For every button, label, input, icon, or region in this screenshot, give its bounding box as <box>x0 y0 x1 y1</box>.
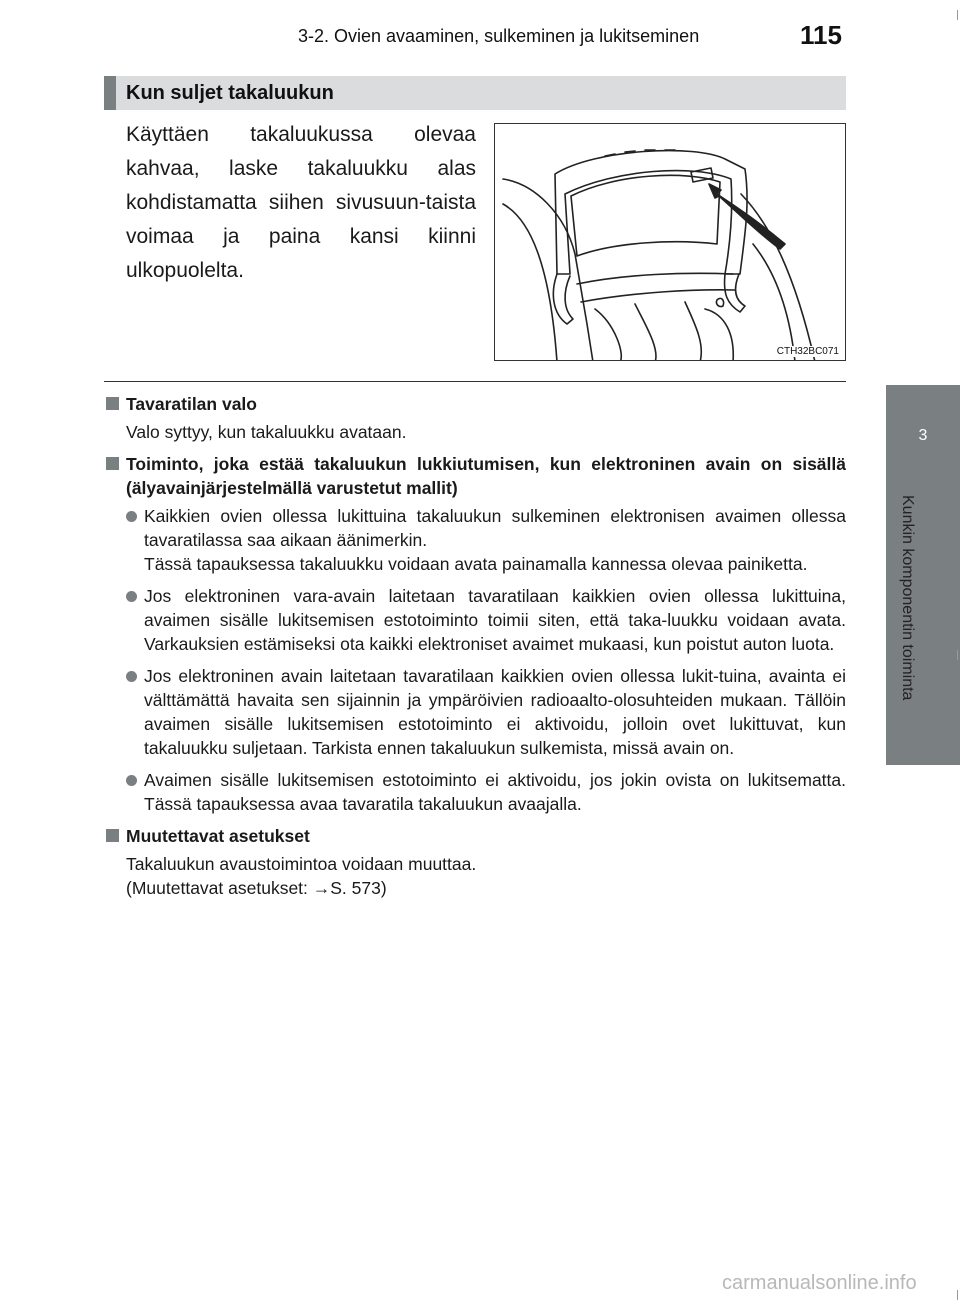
crop-mark <box>957 10 958 20</box>
running-header: 3-2. Ovien avaaminen, sulkeminen ja lukitseminen <box>298 26 700 46</box>
square-bullet-icon <box>106 457 119 470</box>
item-customizable-settings <box>104 824 846 900</box>
chapter-label: Kunkin komponentin toiminta <box>899 495 916 701</box>
circle-bullet-icon <box>126 591 137 602</box>
crop-mark <box>957 1290 958 1300</box>
page-number: 115 <box>800 20 842 50</box>
watermark: carmanualsonline.info <box>722 1272 917 1294</box>
square-bullet-icon <box>106 397 119 410</box>
settings-page-link[interactable]: (Muutettavat asetukset: →S. 573) <box>126 878 387 898</box>
item-heading: Tavaratilan valo <box>104 392 846 416</box>
square-bullet-icon <box>106 829 119 842</box>
content-body <box>104 392 846 908</box>
intro-paragraph: Käyttäen takaluukussa olevaa kahvaa, laske takaluukku alas kohdistamatta siihen sivusuun-taista voimaa ja paina kansi kiinni ulkopuolelta. <box>126 123 476 282</box>
section-header-accent <box>104 76 116 110</box>
section-title: Kun suljet takaluukun <box>126 82 334 104</box>
trunk-lid-drawing <box>495 124 846 361</box>
section-divider <box>104 381 846 382</box>
circle-bullet-icon <box>126 775 137 786</box>
item-trunk-light <box>104 392 846 444</box>
item-text: Valo syttyy, kun takaluukku avataan. <box>126 422 407 442</box>
illustration-code: CTH32BC071 <box>776 346 839 357</box>
item-heading: Toiminto, joka estää takaluukun lukkiutumisen, kun elektroninen avain on sisällä (älyavainjärjestelmällä varustetut mallit) <box>104 452 846 500</box>
list-item: Avaimen sisälle lukitsemisen estotoiminto ei aktivoidu, jos jokin ovista on lukitsematta. Tässä tapauksessa avaa tavaratila takaluukun avaajalla. <box>104 768 846 816</box>
item-text: Takaluukun avaustoimintoa voidaan muuttaa. (Muutettavat asetukset: →S. 573) <box>104 852 846 900</box>
trunk-illustration <box>494 123 846 361</box>
chapter-number: 3 <box>918 427 928 444</box>
list-item: Jos elektroninen avain laitetaan tavaratilaan kaikkien ovien ollessa lukit-tuina, avainta ei välttämättä havaita sen sijainnin ja ympäröivien radioaalto-olosuhteiden mukaan. Tällöin avaimen sisälle lukitsemisen estotoiminto ei aktivoidu, jolloin ovet lukittuvat, kun takaluukku suljetaan. Tarkista ennen takaluukun sulkemista, missä avain on. <box>104 664 846 760</box>
item-heading: Muutettavat asetukset <box>104 824 846 848</box>
list-item: Kaikkien ovien ollessa lukittuina takaluukun sulkeminen elektronisen avaimen ollessa tavaratilassa saa aikaan äänimerkin. Tässä tapauksessa takaluukku voidaan avata painamalla kannessa olevaa painiketta. <box>104 504 846 576</box>
circle-bullet-icon <box>126 511 137 522</box>
crop-mark <box>957 650 958 660</box>
list-item: Jos elektroninen vara-avain laitetaan tavaratilaan kaikkien ovien ollessa lukittuina, avaimen sisälle lukitsemisen estotoiminto toimii siten, että taka-luukku voidaan avata. Varkauksien estämiseksi ota kaikki elektroniset avaimet mukaasi, kun poistut auton luota. <box>104 584 846 656</box>
circle-bullet-icon <box>126 671 137 682</box>
item-lock-prevention <box>104 452 846 816</box>
